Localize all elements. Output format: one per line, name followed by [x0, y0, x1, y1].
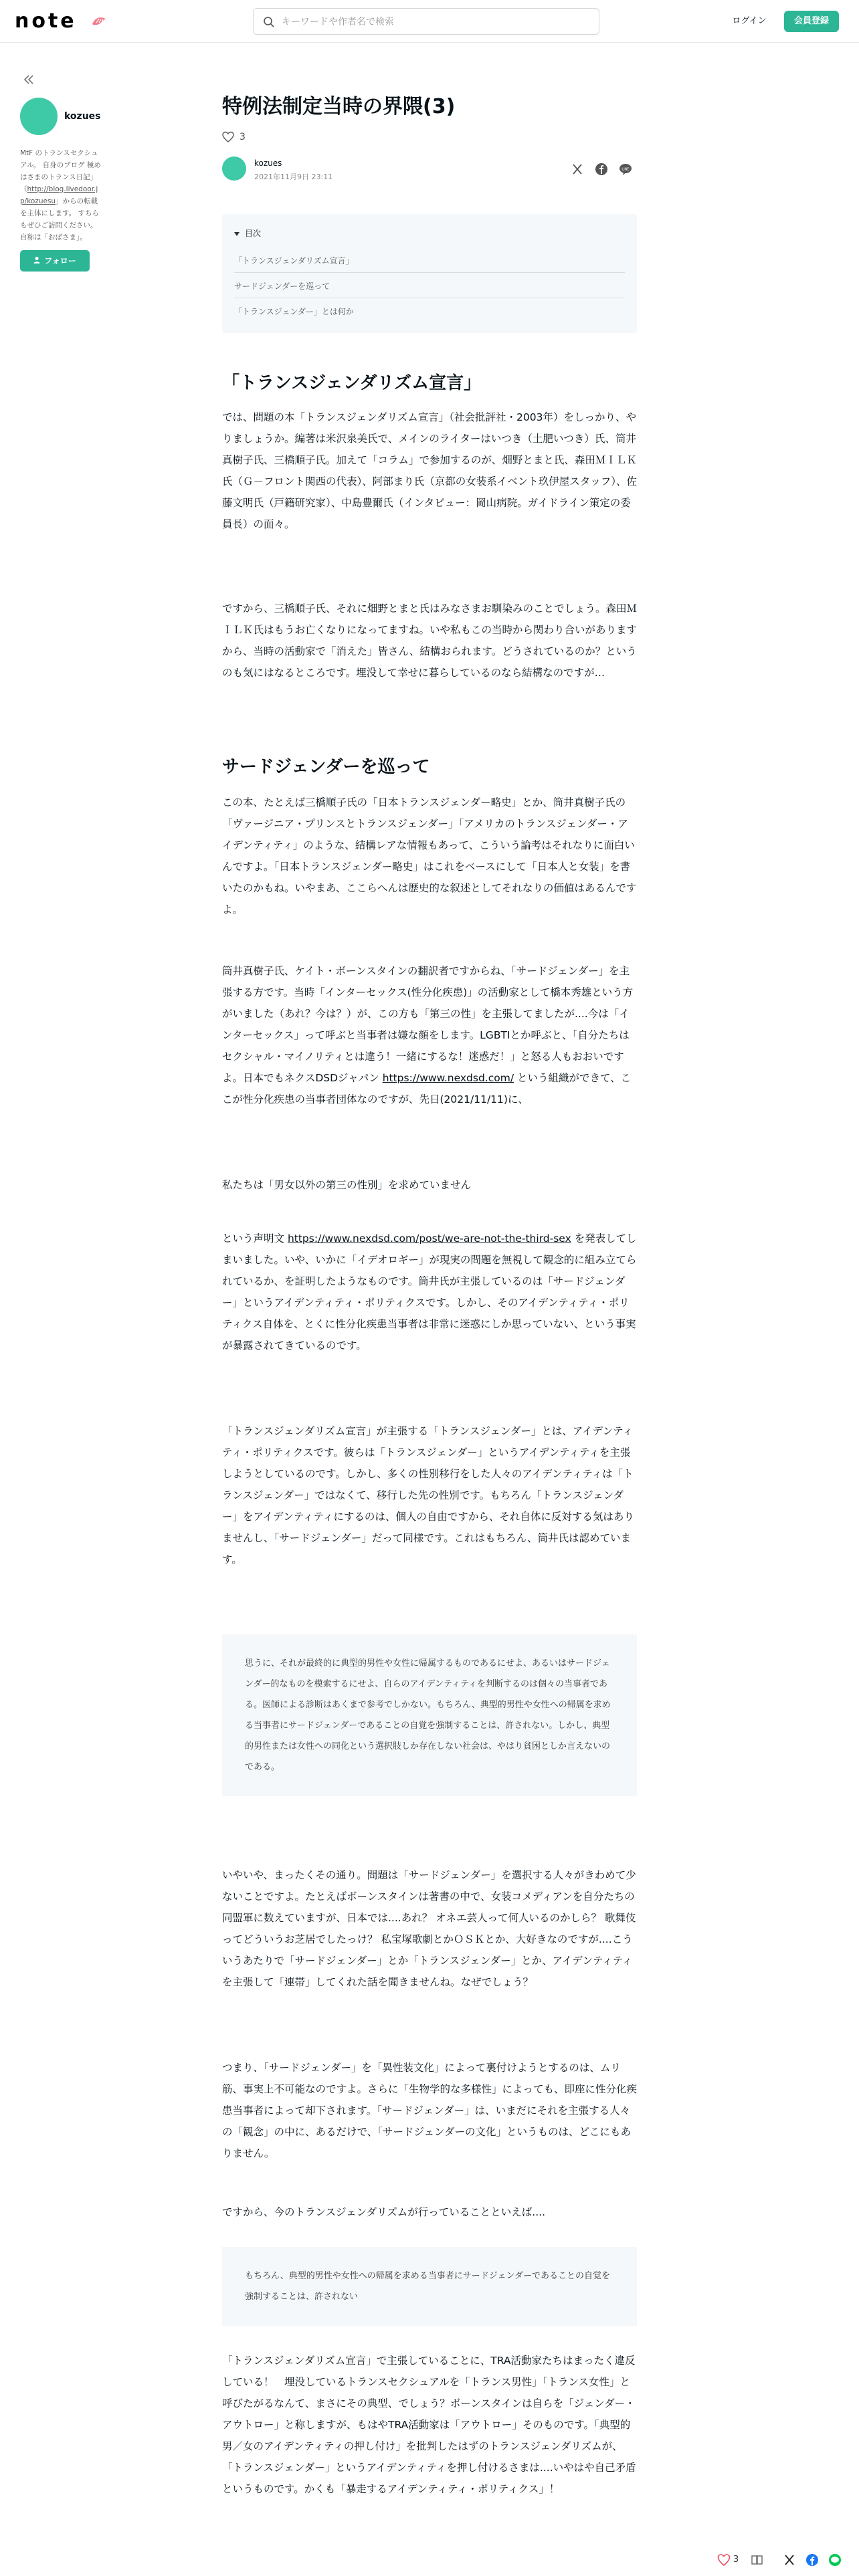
paragraph: いやいや、まったくその通り。問題は「サードジェンダー」を選択する人々がきわめて少ないことですよ。たとえばボーンスタインは著書の中で、女装コメディアンを自分たちの同盟軍に数えていますが、日本では....あれ？ オネエ芸人って何人いるのかしら？ 歌舞伎ってどういうお芝居でしたっけ？ 私宝塚歌劇とかＯＳＫとか、大好きなのですが....こういうあたりで「サードジェンダー」とか「トランスジェンダー」とか、アイデンティティを主張して「連帯」してくれた話を聞きませんね。なぜでしょう？ [222, 1869, 636, 1988]
table-of-contents [222, 214, 637, 333]
post-date: 2021年11月9日 23:11 [254, 173, 333, 181]
creator-name[interactable]: kozues [64, 111, 101, 122]
paragraph: 私たちは「男女以外の第三の性別」を求めていません [222, 1179, 472, 1191]
toc-toggle[interactable] [234, 227, 261, 239]
toc-item[interactable]: サードジェンダーを巡って [234, 274, 625, 298]
share-icons [570, 162, 637, 177]
blockquote: もちろん、典型的男性や女性への帰属を求める当事者にサードジェンダーであることの自覚を強制することは、許されない [222, 2247, 637, 2326]
paragraph: 「トランスジェンダリズム宣言」で主張していることに、TRA活動家たちはまったく違反している！ 埋没しているトランスセクシュアルを「トランス男性」「トランス女性」と呼びたがるなんて、まさにその典型、でしょう？ボーンスタインは自らを「ジェンダー・アウトロー」と称しますが、もはやTRA活動家は「アウトロー」そのものです。「典型的男／女のアイデンティティの押し付け」を批判したはずのトランスジェンダリズムが、「トランスジェンダー」というアイデンティティを押し付けるさまは....いやはや自己矛盾というものです。かくも「暴走するアイデンティティ・ポリティクス」！ [222, 2355, 636, 2495]
article-title: 特例法制定当時の界隈(3) [222, 95, 456, 118]
bottom-like-count: 3 [733, 2555, 739, 2565]
login-button[interactable]: ログイン [732, 16, 767, 26]
follow-button[interactable] [20, 250, 90, 272]
x-share-icon[interactable] [783, 2553, 796, 2567]
facebook-share-icon[interactable] [594, 162, 609, 177]
creator-avatar[interactable] [20, 98, 58, 135]
heart-icon[interactable] [222, 131, 234, 143]
paragraph: つまり、「サードジェンダー」を「異性装文化」によって裏付けようとするのは、ムリ筋、事実上不可能なのですよ。さらに「生物学的な多様性」によっても、即座に性分化疾患当事者によって却下されます。「サードジェンダー」は、いまだにそれを主張する人々の「観念」の中に、あるだけで、「サードジェンダーの文化」というものは、どこにもありません。 [222, 2062, 638, 2159]
paragraph: 「トランスジェンダリズム宣言」が主張する「トランスジェンダー」とは、アイデンティティ・ポリティクスです。彼らは「トランスジェンダー」というアイデンティティを主張しようとしているのです。しかし、多くの性別移行をした人々のアイデンティティは「トランスジェンダー」ではなくて、移行した先の性別です。もちろん「トランスジェンダー」をアイデンティティにするのは、個人の自由ですから、それ自体に反対する気はありませんし、「サードジェンダー」だって同様です。これはもちろん、筒井氏は認めています。 [222, 1425, 634, 1566]
bottom-action-bar [709, 2549, 859, 2571]
signup-button[interactable]: 会員登録 [784, 11, 839, 32]
toc-item[interactable]: 「トランスジェンダリズム宣言」 [234, 249, 625, 273]
line-share-icon[interactable] [618, 162, 633, 177]
paragraph-text: を発表してしまいました。いや、いかに「イデオロギー」が現実の問題を無視して観念的に組み立てられているか、を証明したようなものです。筒井氏が主張しているのは「サードジェンダー」というアイデンティティ・ポリティクスです。しかし、そのアイデンティティ・ポリティクス自体を、とくに性分化疾患当事者は非常に迷惑にしか思っていない、という事実が暴露されてきているのです。 [222, 1232, 637, 1352]
paragraph-text: という組織ができて、ここが性分化疾患の当事者団体なのですが、先日(2021/11/11)に、 [222, 1072, 632, 1105]
svg-text:LINE: LINE [622, 167, 630, 172]
nexdsd-link[interactable]: https://www.nexdsd.com/ [382, 1072, 514, 1084]
toc-heading: 目次 [245, 229, 262, 238]
paragraph: ですから、今のトランスジェンダリズムが行っていることといえば.... [222, 2206, 546, 2218]
paragraph: では、問題の本「トランスジェンダリズム宣言」（社会批評社・2003年）をしっかり、やりましょうか。編著は米沢泉美氏で、メインのライターはいつき（土肥いつき）氏、筒井真樹子氏、三橋順子氏。加えて「コラム」で参加するのが、畑野とまと氏、森田ＭＩＬＫ氏（Ｇ－フロント関西の代表）、阿部まり氏（京都の女装系イベント玖伊屋スタッフ）、佐藤文明氏（戸籍研究家）、中島豊爾氏（インタビュー：岡山病院。ガイドライン策定の委員長）の面々。 [222, 411, 638, 530]
x-share-icon[interactable] [570, 162, 585, 177]
blockquote: 思うに、それが最終的に典型的男性や女性に帰属するものであるにせよ、あるいはサードジェンダー的なものを模索するにせよ、自らのアイデンティティを判断するのは個々の当事者である。医師による診断はあくまで参考でしかない。もちろん、典型的男性や女性への帰属を求める当事者にサードジェンダーであることの自覚を強制することは、許されない。しかし、典型的男性または女性への同化という選択肢しか存在しない社会は、やはり貧困としか言えないのである。 [222, 1634, 637, 1796]
paragraph-text: 筒井真樹子氏、ケイト・ボーンスタインの翻訳者ですからね、「サードジェンダー」を主張する方です。当時「インターセックス(性分化疾患)」の活動家として橋本秀雄という方がいました（あれ？今は？）が、この方も「第三の性」を主張してましたが....今は「インターセックス」って呼ぶと当事者は嫌な顔をします。LGBTIとか呼ぶと、「自分たちはセクシャル・マイノリティとは違う！一緒にするな！迷惑だ！」と怒る人もおおいですよ。日本でもネクスDSDジャパン [222, 965, 634, 1084]
search-icon [263, 16, 275, 28]
follow-label: フォロー [44, 256, 76, 265]
author-name[interactable]: kozues [254, 158, 282, 168]
facebook-share-icon[interactable] [805, 2553, 819, 2567]
bio-blog-link[interactable]: http://blog.livedoor.jp/kozuesu [20, 185, 98, 205]
logo-bird-icon [91, 15, 107, 27]
bio-text-after: 」からの転載を主体にします。 すちらもぜひご訪問ください。 自称は「おばさま」。 [20, 197, 99, 241]
user-plus-icon [33, 256, 41, 264]
paragraph [222, 960, 637, 1110]
bio-text: MtF のトランスセクシュアル。 自身のブログ 極めはさまのトランス日記」（ [20, 149, 101, 193]
search-input[interactable] [282, 14, 589, 30]
site-header [0, 0, 859, 43]
creator-bio [20, 147, 104, 243]
search-box[interactable] [253, 8, 599, 35]
collapse-sidebar-icon[interactable] [21, 72, 36, 87]
toc-item[interactable]: 「トランスジェンダー」とは何か [234, 307, 354, 316]
line-share-icon[interactable] [828, 2553, 842, 2567]
paragraph [222, 1228, 637, 1356]
statement-link[interactable]: https://www.nexdsd.com/post/we-are-not-the-third-sex [287, 1232, 571, 1245]
paragraph-text: という声明文 [222, 1232, 285, 1245]
triangle-down-icon [234, 232, 240, 236]
paragraph: ですから、三橋順子氏、それに畑野とまと氏はみなさまお馴染みのことでしょう。森田ＭＩＬＫ氏はもうお亡くなりになってますね。いや私もこの当時から関わり合いがありますから、当時の活動家で「消えた」皆さん、結構おられます。どうされているのか？というのも気にはなるところです。埋没して幸せに暮らしているのなら結構なのですが… [222, 603, 638, 679]
note-logo[interactable]: note [15, 9, 77, 33]
like-count: 3 [240, 132, 246, 142]
paragraph: この本、たとえば三橋順子氏の「日本トランスジェンダー略史」とか、筒井真樹子氏の「ヴァージニア・プリンスとトランスジェンダー」「アメリカのトランスジェンダー・アイデンティティ」のような、結構レアな情報もあって、こういう論考はそれなりに面白いんですよ。「日本トランスジェンダー略史」はこれをベースにして「日本人と女装」を書いたのかもね。いやまあ、ここらへんは歴史的な叙述としてそれなりの価値はあるんですよ。 [222, 796, 637, 916]
author-avatar[interactable] [222, 156, 246, 181]
section-heading: サードジェンダーを巡って [222, 757, 430, 777]
like-counter[interactable] [222, 131, 246, 146]
heart-icon[interactable] [717, 2553, 731, 2567]
section-heading: 「トランスジェンダリズム宣言」 [222, 373, 482, 393]
magazine-add-icon[interactable] [751, 2553, 764, 2567]
